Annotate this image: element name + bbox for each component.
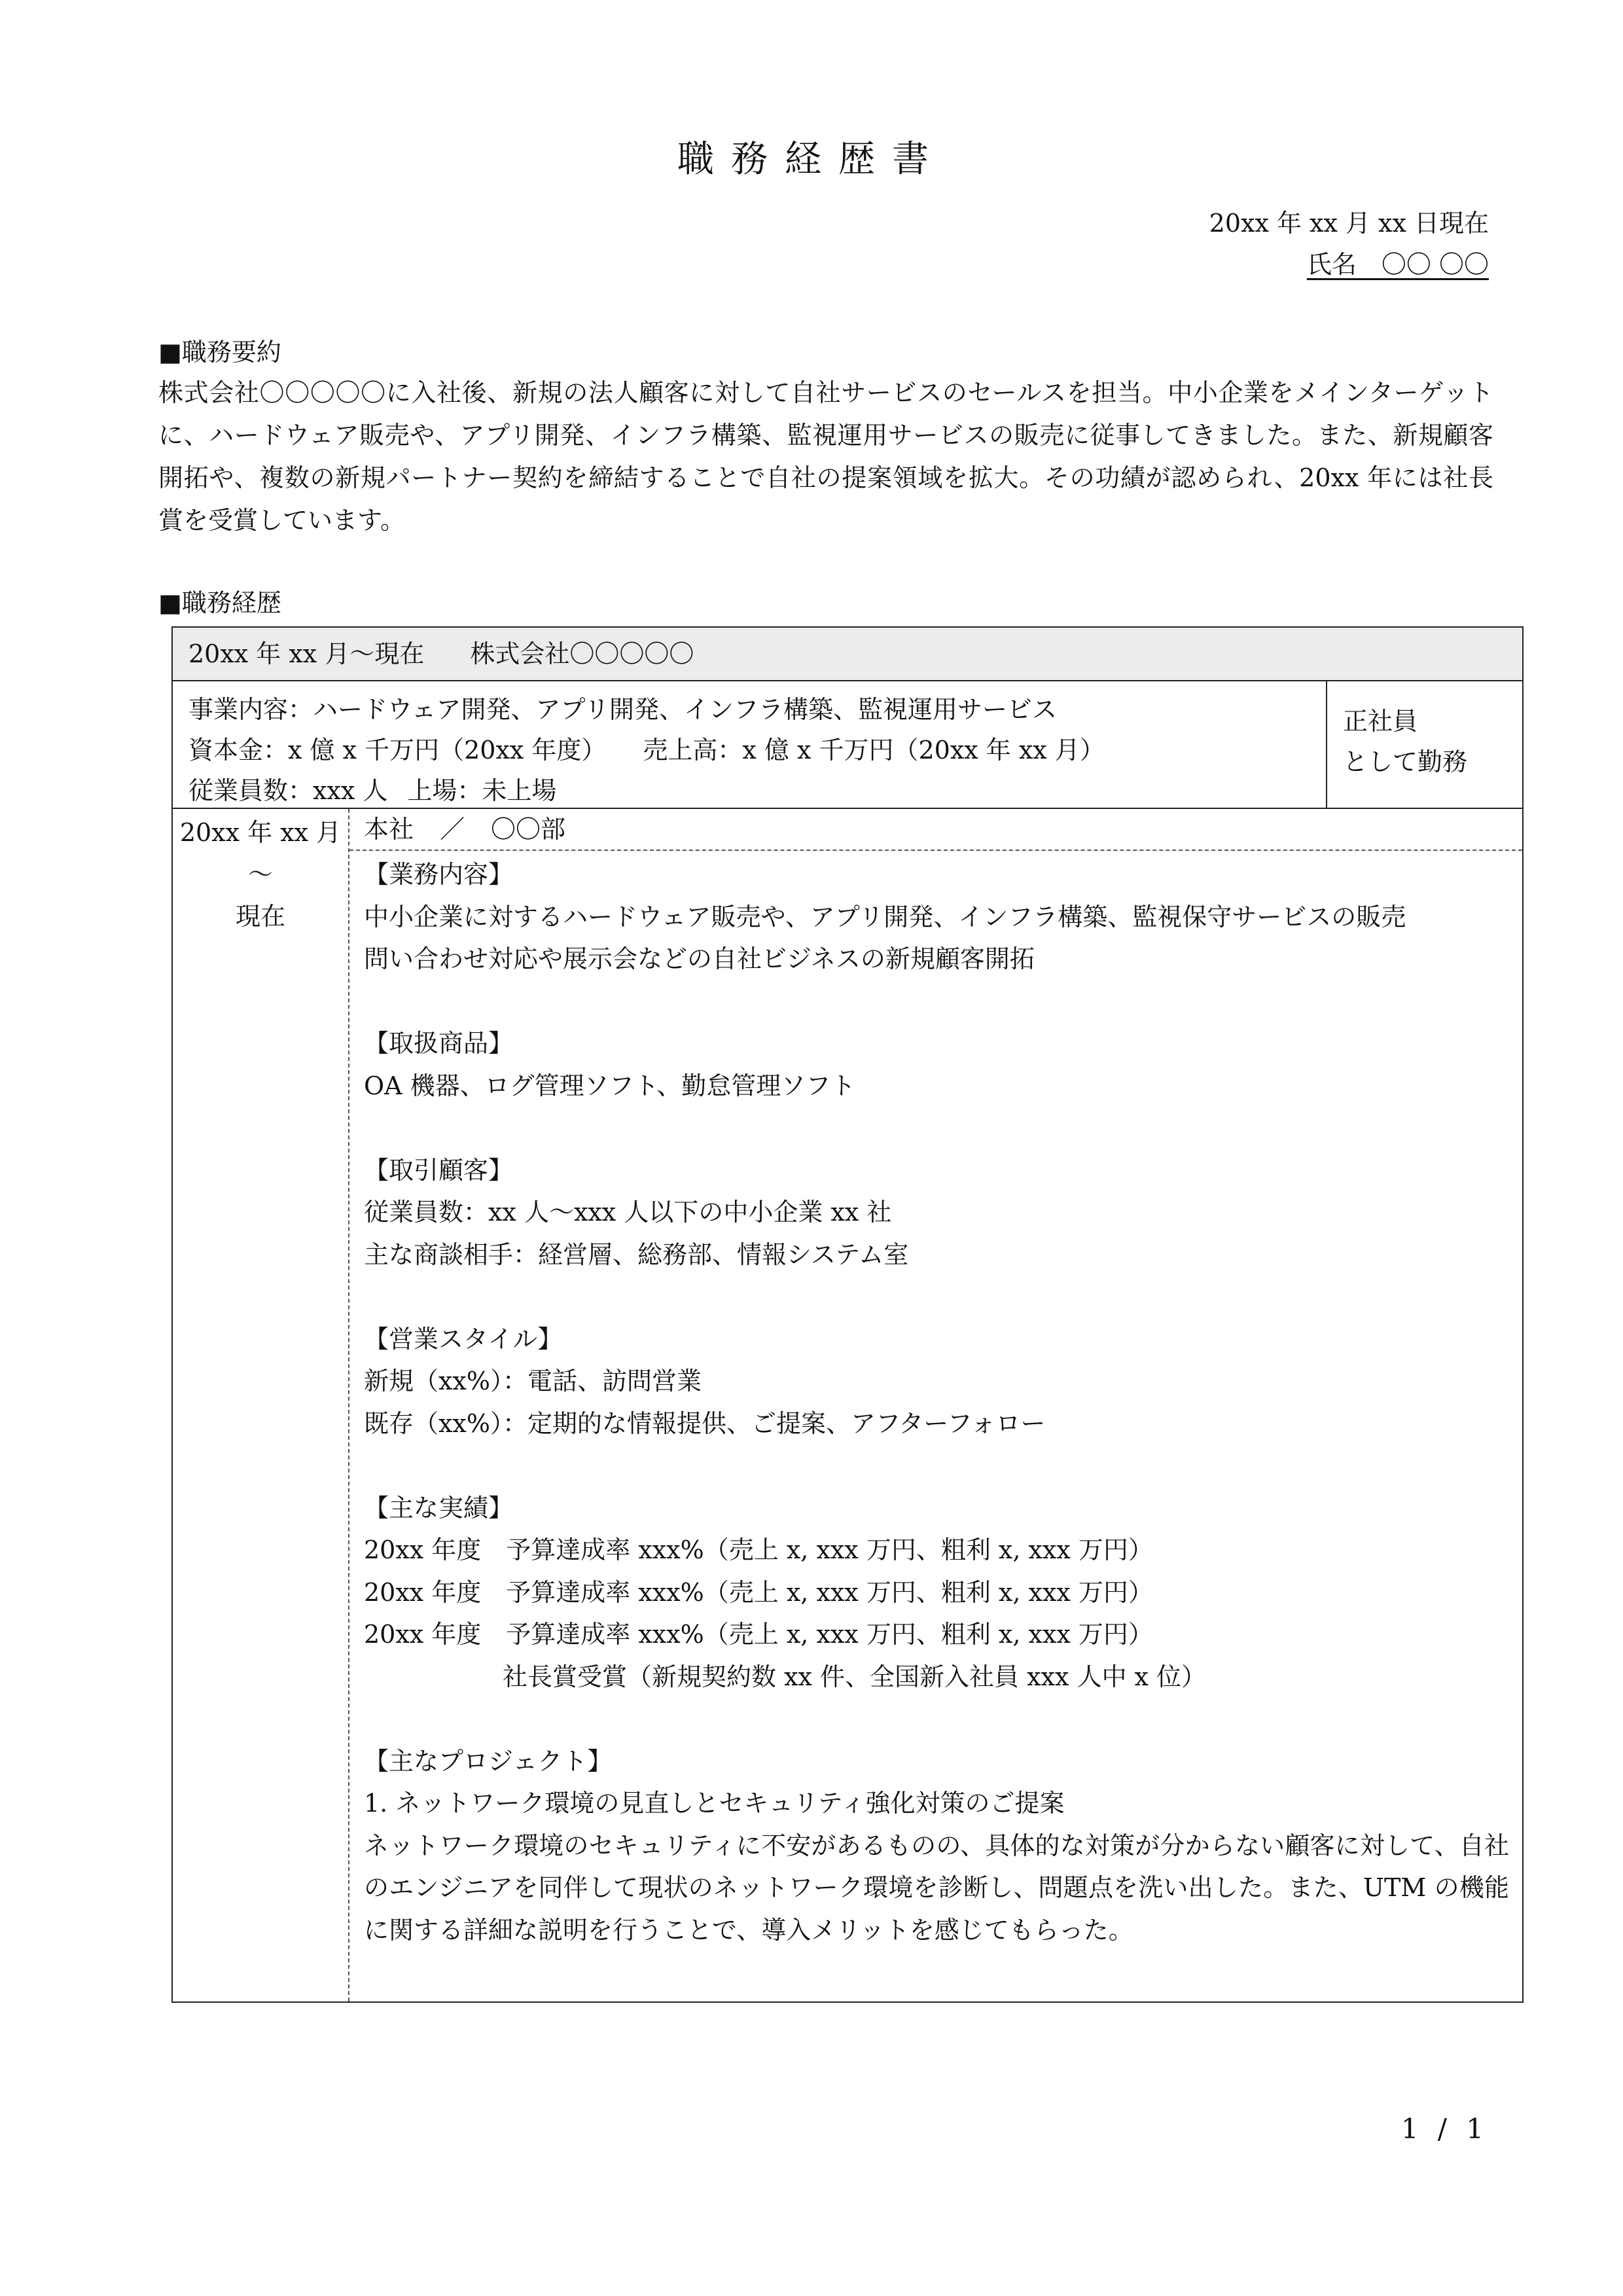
employment-period: 20xx 年 xx 月～現在 [188, 639, 425, 668]
company-name: 株式会社〇〇〇〇〇 [470, 639, 694, 668]
work-history-table [171, 626, 1524, 2003]
employment-type-cell [1326, 681, 1522, 808]
company-staff-line [188, 770, 1105, 811]
applicant-name: 氏名 〇〇 〇〇 [1306, 250, 1489, 279]
summary-heading: ■職務要約 [158, 338, 281, 367]
period-column [173, 809, 349, 2001]
results-line: 20xx 年度 予算達成率 xxx%（売上 x, xxx 万円、粗利 x, xxx 万円） [364, 1577, 1153, 1607]
company-finance-line [188, 730, 1105, 770]
company-info [188, 689, 1105, 811]
period-separator: ～ [247, 860, 273, 889]
duties-heading: 【業務内容】 [364, 860, 514, 889]
document-title: 職務経歴書 [677, 138, 946, 181]
duties-line: 問い合わせ対応や展示会などの自社ビジネスの新規顧客開拓 [364, 944, 1035, 973]
document-date: 20xx 年 xx 月 xx 日現在 [1209, 209, 1489, 238]
results-line: 20xx 年度 予算達成率 xxx%（売上 x, xxx 万円、粗利 x, xxx 万円） [364, 1620, 1153, 1649]
summary-text: 株式会社〇〇〇〇〇に入社後、新規の法人顧客に対して自社サービスのセールスを担当。中小企業をメインターゲットに、ハードウェア販売や、アプリ開発、インフラ構築、監視運用サービスの販売に従事してきました。また、新規顧客開拓や、複数の新規パートナー契約を締結することで自社の提案領域を拡大。その功績が認められ、20xx 年には社長賞を受賞しています。 [158, 378, 1493, 535]
clients-line: 主な商談相手：経営層、総務部、情報システム室 [364, 1240, 909, 1269]
sales-style-line: 新規（xx%）：電話、訪問営業 [364, 1367, 702, 1395]
products-line: OA 機器、ログ管理ソフト、勤怠管理ソフト [364, 1071, 856, 1100]
projects-heading: 【主なプロジェクト】 [364, 1746, 613, 1776]
job-details [364, 853, 1509, 1951]
employment-type-line2: として勤務 [1343, 747, 1468, 776]
clients-line: 従業員数：xx 人～xxx 人以下の中小企業 xx 社 [364, 1198, 892, 1227]
company-listing: 上場：未上場 [407, 776, 557, 805]
clients-heading: 【取引顧客】 [364, 1155, 514, 1185]
office-name: 本社 [364, 815, 414, 844]
results-heading: 【主な実績】 [364, 1493, 514, 1522]
company-business: 事業内容：ハードウェア開発、アプリ開発、インフラ構築、監視運用サービス [188, 695, 1057, 724]
department-name: 〇〇部 [491, 815, 566, 844]
company-employees: 従業員数：xxx 人 [188, 776, 388, 805]
office-separator: ／ [440, 815, 465, 844]
period-end: 現在 [235, 902, 285, 931]
page-number: 1 / 1 [1400, 2113, 1489, 2145]
results-award: 社長賞受賞（新規契約数 xx 件、全国新入社員 xxx 人中 x 位） [503, 1662, 1207, 1691]
period-start: 20xx 年 xx 月 [179, 818, 342, 847]
project-description: ネットワーク環境のセキュリティに不安があるものの、具体的な対策が分からない顧客に対して、自社のエンジニアを同伴して現状のネットワーク環境を診断し、問題点を洗い出した。また、UTM の機能に関する詳細な説明を行うことで、導入メリットを感じてもらった。 [364, 1831, 1509, 1945]
results-line: 20xx 年度 予算達成率 xxx%（売上 x, xxx 万円、粗利 x, xxx 万円） [364, 1535, 1153, 1564]
employment-type-line1: 正社員 [1343, 707, 1418, 736]
history-heading: ■職務経歴 [158, 588, 281, 617]
sales-style-line: 既存（xx%）：定期的な情報提供、ご提案、アフターフォロー [364, 1408, 1046, 1438]
department-row [349, 809, 1522, 851]
sales-style-heading: 【営業スタイル】 [364, 1324, 563, 1354]
company-info-row [173, 681, 1522, 809]
duties-line: 中小企業に対するハードウェア販売や、アプリ開発、インフラ構築、監視保守サービスの販売 [364, 902, 1406, 931]
company-sales: 売上高：x 億 x 千万円（20xx 年 xx 月） [643, 736, 1105, 764]
company-header-row [173, 628, 1522, 681]
company-capital: 資本金：x 億 x 千万円（20xx 年度） [188, 736, 607, 764]
products-heading: 【取扱商品】 [364, 1029, 514, 1058]
project-title: 1. ネットワーク環境の見直しとセキュリティ強化対策のご提案 [364, 1789, 1065, 1818]
